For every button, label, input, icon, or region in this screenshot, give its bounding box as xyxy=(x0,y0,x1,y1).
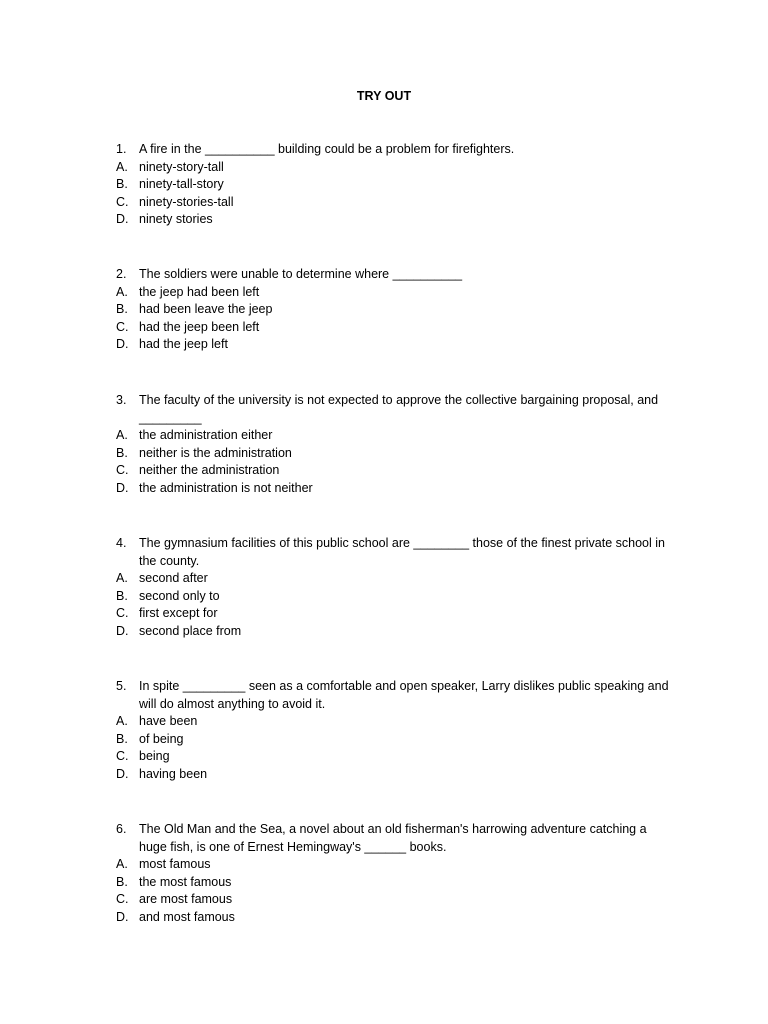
question-stem xyxy=(116,141,676,159)
question-stem xyxy=(116,678,676,713)
question-2 xyxy=(116,266,676,354)
option-letter: B. xyxy=(116,302,128,317)
option-letter: B. xyxy=(116,731,128,746)
question-text: The faculty of the university is not expected to approve the collective bargaining proposal, and _________ xyxy=(139,393,662,425)
option-text: ninety-stories-tall xyxy=(139,194,234,209)
question-stem xyxy=(116,392,676,427)
option-d xyxy=(116,336,676,354)
option-a xyxy=(116,284,676,302)
option-text: ninety stories xyxy=(139,212,213,227)
option-letter: C. xyxy=(116,463,129,478)
option-text: ninety-story-tall xyxy=(139,159,224,174)
question-number: 5. xyxy=(116,679,127,693)
option-d xyxy=(116,909,676,927)
option-text: are most famous xyxy=(139,892,233,907)
option-a xyxy=(116,856,676,874)
option-letter: B. xyxy=(116,445,128,460)
option-text: having been xyxy=(139,766,208,781)
page-title: TRY OUT xyxy=(356,89,412,103)
option-text: have been xyxy=(139,714,198,729)
option-text: the administration either xyxy=(139,428,273,443)
question-text: The soldiers were unable to determine where __________ xyxy=(139,267,463,281)
question-text: In spite _________ seen as a comfortable and open speaker, Larry dislikes public speaking and will do almost anything to avoid it. xyxy=(139,679,673,711)
option-d xyxy=(116,480,676,498)
question-6 xyxy=(116,821,676,927)
option-a xyxy=(116,159,676,177)
option-text: neither is the administration xyxy=(139,445,292,460)
option-c xyxy=(116,462,676,480)
option-text: second only to xyxy=(139,588,220,603)
option-text: the most famous xyxy=(139,874,232,889)
question-text: A fire in the __________ building could be a problem for firefighters. xyxy=(139,142,515,156)
option-letter: A. xyxy=(116,571,128,586)
question-number: 3. xyxy=(116,393,127,407)
question-stem xyxy=(116,266,676,284)
option-text: second place from xyxy=(139,623,242,638)
option-b xyxy=(116,588,676,606)
option-c xyxy=(116,891,676,909)
option-text: of being xyxy=(139,731,184,746)
option-text: the jeep had been left xyxy=(139,284,260,299)
question-number: 4. xyxy=(116,536,127,550)
option-a xyxy=(116,427,676,445)
question-1 xyxy=(116,141,676,229)
option-text: neither the administration xyxy=(139,463,280,478)
option-text: first except for xyxy=(139,606,218,621)
option-letter: D. xyxy=(116,480,129,495)
option-letter: D. xyxy=(116,212,129,227)
option-letter: A. xyxy=(116,159,128,174)
question-text: The gymnasium facilities of this public school are ________ those of the finest private school in the county. xyxy=(139,536,669,568)
question-text: The Old Man and the Sea, a novel about an old fisherman's harrowing adventure catching a huge fish, is one of Ernest Hemingway's ______ books. xyxy=(139,822,651,854)
option-letter: B. xyxy=(116,177,128,192)
option-letter: C. xyxy=(116,194,129,209)
option-letter: A. xyxy=(116,857,128,872)
option-text: most famous xyxy=(139,857,211,872)
option-letter: D. xyxy=(116,623,129,638)
question-number: 6. xyxy=(116,822,127,836)
option-letter: D. xyxy=(116,337,129,352)
option-letter: C. xyxy=(116,606,129,621)
option-d xyxy=(116,623,676,641)
option-text: and most famous xyxy=(139,909,235,924)
option-letter: A. xyxy=(116,428,128,443)
option-c xyxy=(116,319,676,337)
question-stem xyxy=(116,821,676,856)
option-a xyxy=(116,570,676,588)
option-letter: D. xyxy=(116,909,129,924)
option-text: second after xyxy=(139,571,208,586)
question-4 xyxy=(116,535,676,641)
option-letter: D. xyxy=(116,766,129,781)
option-d xyxy=(116,211,676,229)
option-letter: B. xyxy=(116,874,128,889)
option-text: had the jeep left xyxy=(139,337,228,352)
option-letter: C. xyxy=(116,319,129,334)
option-a xyxy=(116,713,676,731)
option-letter: A. xyxy=(116,714,128,729)
option-c xyxy=(116,194,676,212)
option-b xyxy=(116,445,676,463)
question-5 xyxy=(116,678,676,784)
option-c xyxy=(116,605,676,623)
option-letter: C. xyxy=(116,892,129,907)
option-text: being xyxy=(139,749,170,764)
option-text: ninety-tall-story xyxy=(139,177,224,192)
option-c xyxy=(116,748,676,766)
option-letter: A. xyxy=(116,284,128,299)
option-letter: C. xyxy=(116,749,129,764)
option-text: the administration is not neither xyxy=(139,480,313,495)
question-number: 1. xyxy=(116,142,127,156)
option-b xyxy=(116,301,676,319)
option-text: had the jeep been left xyxy=(139,319,260,334)
option-d xyxy=(116,766,676,784)
question-3 xyxy=(116,392,676,498)
option-b xyxy=(116,731,676,749)
question-number: 2. xyxy=(116,267,127,281)
option-b xyxy=(116,176,676,194)
option-letter: B. xyxy=(116,588,128,603)
option-text: had been leave the jeep xyxy=(139,302,273,317)
option-b xyxy=(116,874,676,892)
question-stem xyxy=(116,535,676,570)
